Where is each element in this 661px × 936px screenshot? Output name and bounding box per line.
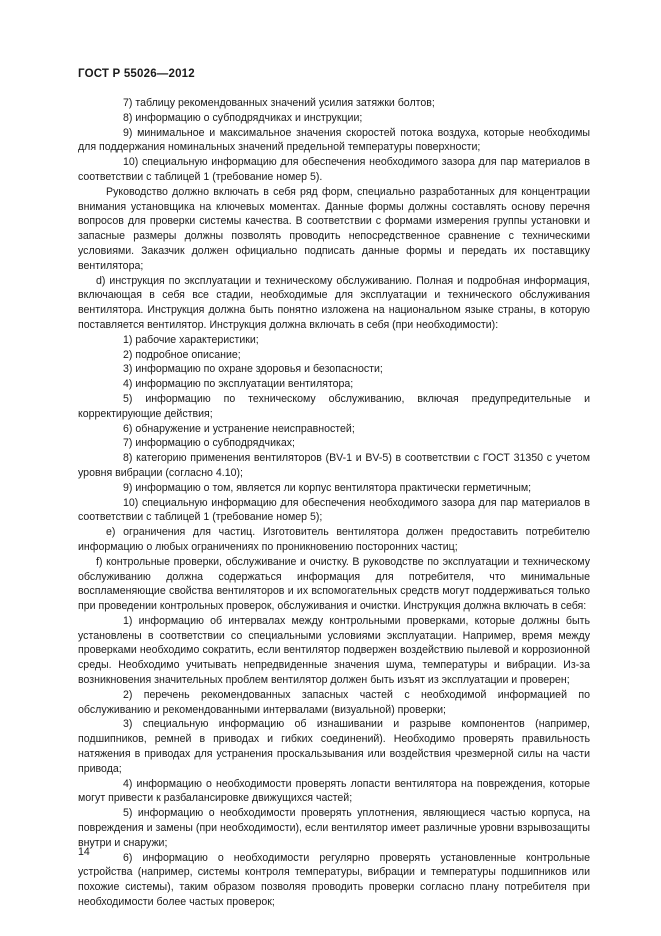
paragraph: f) контрольные проверки, обслуживание и очистку. В руководстве по эксплуатации и техническому обслуживанию должна содержаться информация для потребителя, что минимальные воспламеняющие свойства вентиляторов и их вспомогательных средств могут поддерживаться только при проведении контрольных проверок, обслуживания и очистки. Инструкция должна включать в себя:: [78, 555, 590, 613]
paragraph: 10) специальную информацию для обеспечения необходимого зазора для пар материалов в соответствии с таблицей 1 (требование номер 5).: [78, 156, 590, 183]
paragraph: 5) информацию по техническому обслуживанию, включая предупредительные и корректирующие действия;: [78, 392, 590, 420]
paragraph: 9) минимальное и максимальное значения скоростей потока воздуха, которые необходимы для поддержания номинальных значений предельной температуры поверхности;: [78, 126, 590, 154]
document-body: [78, 96, 590, 910]
paragraph: Руководство должно включать в себя ряд форм, специально разработанных для концентрации внимания установщика на ключевых моментах. Данные формы должны составлять основу перечня вопросов для проверки системы качества. В соответствии с формами измерения группы установки и запасные размеры должны позволять проводить непосредственное сравнение с техническими условиями. Заказчик должен официально подписать данные формы и передать их поставщику вентилятора;: [78, 185, 590, 272]
paragraph: 2) подробное описание;: [123, 348, 241, 361]
paragraph: d) инструкция по эксплуатации и техническому обслуживанию. Полная и подробная информация, включающая в себя все стадии, необходимые для эксплуатации и технического обслуживания вентилятора. Инструкция должна быть понятно изложена на национальном языке страны, в которую поставляется вентилятор. Инструкция должна включать в себя (при необходимости):: [78, 274, 590, 331]
paragraph: 3) информацию по охране здоровья и безопасности;: [123, 363, 383, 376]
paragraph: 4) информацию по эксплуатации вентилятора;: [123, 378, 354, 391]
paragraph: 4) информацию о необходимости проверять лопасти вентилятора на повреждения, которые могут привести к разбалансировке движущихся частей;: [78, 777, 590, 805]
page-number: 14: [78, 846, 90, 858]
paragraph: 2) перечень рекомендованных запасных частей с необходимой информацией по обслуживанию и рекомендованными интервалами (визуальной) проверки;: [78, 688, 590, 716]
paragraph: 6) обнаружение и устранение неисправностей;: [123, 422, 355, 435]
paragraph: 5) информацию о необходимости проверять уплотнения, являющиеся частью корпуса, на повреждения и замены (при необходимости), если вентилятор имеет различные уровни взрывозащиты внутри и снаружи;: [78, 807, 590, 849]
paragraph: 1) информацию об интервалах между контрольными проверками, которые должны быть установлены в соответствии со специальными условиями эксплуатации. Например, время между проверками необходимо сократить, если вентилятор подвержен воздействию пылевой и коррозионной среды. Необходимо учитывать непредвиденные значения шума, температуры и вибрации. Из-за возникновения значительных проблем вентилятор должен быть изъят из эксплуатации и проверен;: [78, 614, 590, 687]
paragraph: 7) информацию о субподрядчиках;: [123, 437, 295, 450]
paragraph: 9) информацию о том, является ли корпус вентилятора практически герметичным;: [123, 481, 532, 494]
paragraph: 10) специальную информацию для обеспечения необходимого зазора для пар материалов в соответствии с таблицей 1 (требование номер 5);: [78, 496, 590, 524]
paragraph: e) ограничения для частиц. Изготовитель вентилятора должен предоставить потребителю информацию о любых ограничениях по проникновению посторонних частиц;: [78, 526, 590, 553]
paragraph: 8) категорию применения вентиляторов (BV-1 и BV-5) в соответствии с ГОСТ 31350 с учетом уровня вибрации (согласно 4.10);: [78, 452, 590, 479]
paragraph: 3) специальную информацию об изнашивании и разрыве компонентов (например, подшипников, ремней в приводах и гибких соединений). Необходимо проверять правильность натяжения в приводах для устранения проскальзывания или воздействия чрезмерной силы на части привода;: [78, 718, 590, 775]
paragraph: 8) информацию о субподрядчиках и инструкции;: [123, 111, 363, 124]
document-header: ГОСТ Р 55026—2012: [78, 68, 195, 80]
paragraph: 1) рабочие характеристики;: [123, 333, 259, 346]
paragraph: 6) информацию о необходимости регулярно проверять установленные контрольные устройства (например, системы контроля температуры, вибрации и температуры подшипников или похожие системы), таким образом позволяя проводить проверки согласно плану потребителя при необходимости более частых проверок;: [78, 851, 590, 909]
paragraph: 7) таблицу рекомендованных значений усилия затяжки болтов;: [123, 97, 435, 109]
